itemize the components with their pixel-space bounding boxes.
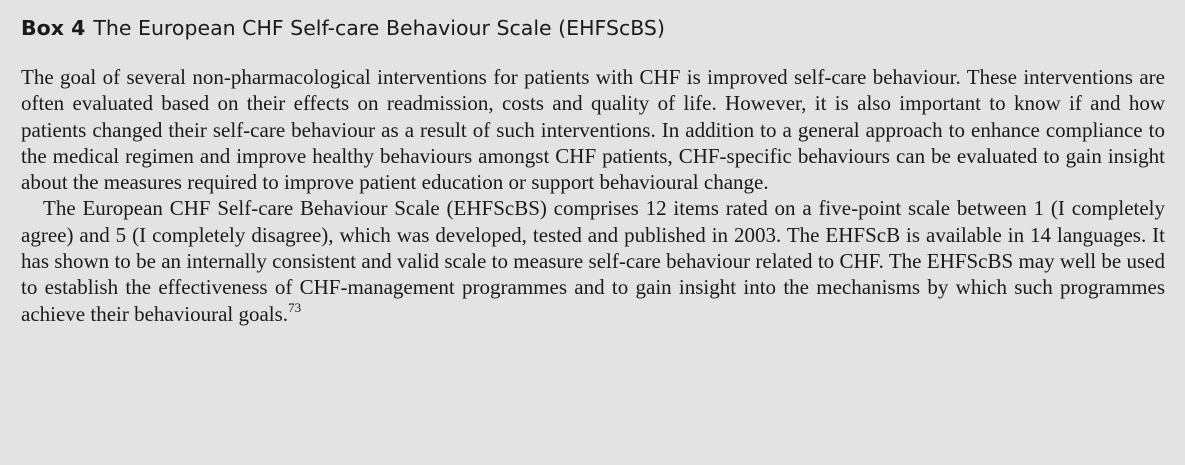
box-body [21,64,1165,327]
box-heading [21,14,1165,42]
paragraph-2 [21,195,1165,326]
paragraph-2-text: The European CHF Self-care Behaviour Scale (EHFScBS) comprises 12 items rated on a five-point scale between 1 (I completely agree) and 5 (I completely disagree), which was developed, tested and published in 2003. The EHFScB is available in 14 languages. It has shown to be an internally consistent and valid scale to measure self-care behaviour related to CHF. The EHFScBS may well be used to establish the effectiveness of CHF-management programmes and to gain insight into the mechanisms by which such programmes achieve their behavioural goals. [21,196,1165,326]
paragraph-1-text: The goal of several non-pharmacological interventions for patients with CHF is improved self-care behaviour. These interventions are often evaluated based on their effects on readmission, costs and quality of life. However, it is also important to know if and how patients changed their self-care behaviour as a result of such interventions. In addition to a general approach to enhance compliance to the medical regimen and improve healthy behaviours amongst CHF patients, CHF-specific behaviours can be evaluated to gain insight about the measures required to improve patient education or support behavioural change. [21,65,1165,195]
paragraph-1 [21,64,1165,195]
box-title: The European CHF Self-care Behaviour Scale (EHFScBS) [93,16,665,40]
box-label: Box 4 [21,16,86,40]
reference-superscript[interactable]: 73 [288,299,302,315]
